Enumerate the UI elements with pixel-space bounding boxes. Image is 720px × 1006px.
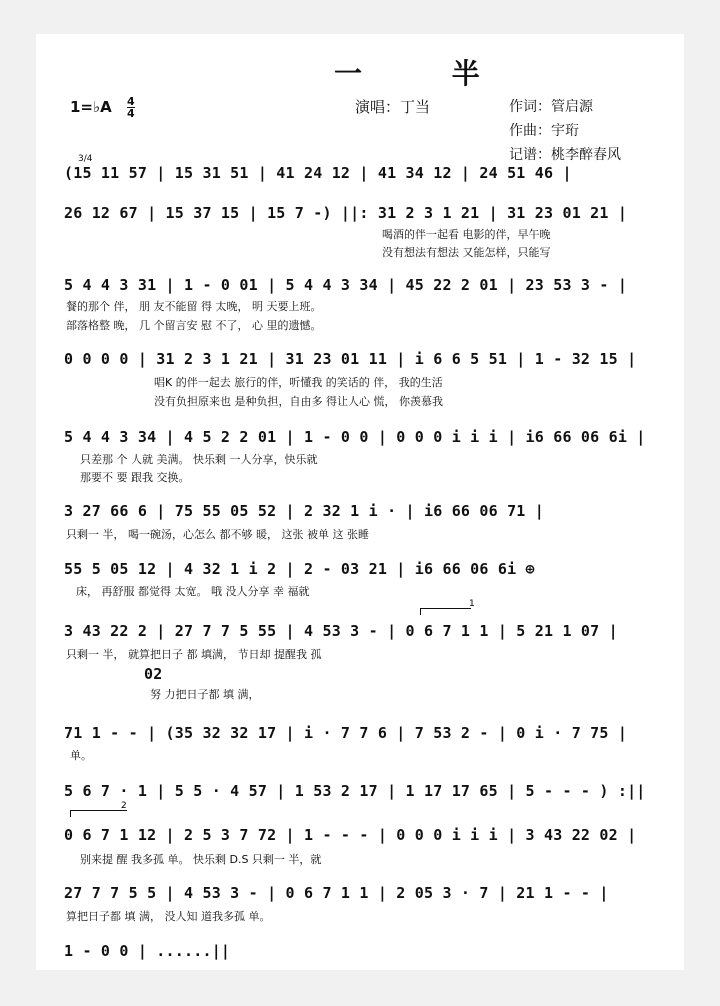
- composer-credit: 作曲：宇珩: [509, 123, 579, 139]
- notation-row-9: 71 1 - - | (35 32 32 17 | i · 7 7 6 | 7 53 2 - | 0 i · 7 75 |: [64, 724, 628, 742]
- singer-credit: 演唱：丁当: [355, 98, 431, 116]
- time-num: 4: [126, 95, 135, 108]
- key-label: 1=♭A: [70, 98, 112, 116]
- lyric-row-5-verse-2: 那要不 要 跟我 交换。: [80, 471, 190, 484]
- song-title: 一 半: [334, 57, 520, 90]
- notation-row-4: 0 0 0 0 | 31 2 3 1 21 | 31 23 01 11 | i 6 6 5 51 | 1 - 32 15 |: [64, 350, 637, 368]
- time-den: 4: [126, 107, 135, 120]
- notation-row-5: 5 4 4 3 34 | 4 5 2 2 01 | 1 - 0 0 | 0 0 0 i i i | i6 66 06 6i |: [64, 428, 646, 446]
- transcriber-credit: 记谱：桃李醉春风: [509, 147, 621, 163]
- lyric-row-2-verse-2: 没有想法有想法 又能怎样，只能写: [382, 246, 551, 259]
- notation-row-11: 0 6 7 1 12 | 2 5 3 7 72 | 1 - - - | 0 0 0 i i i | 3 43 22 02 |: [64, 826, 637, 844]
- time-signature: [127, 96, 135, 119]
- lyric-row-4-verse-2: 没有负担原来也 是种负担，自由多 得让人心 慌， 你羡慕我: [154, 395, 443, 408]
- lyric-row-5-verse-1: 只差那 个 人就 美满。 快乐剩 一人分享，快乐就: [80, 453, 318, 466]
- notation-row-2: 26 12 67 | 15 37 15 | 15 7 -) ||: 31 2 3 1 21 | 31 23 01 21 |: [64, 204, 628, 222]
- lyric-row-2-verse-1: 喝酒的伴一起看 电影的伴，早午晚: [382, 228, 551, 241]
- lyric-row-12: 算把日子都 填 满， 没人知 道我多孤 单。: [66, 910, 271, 923]
- lyric-row-7: 床， 再舒服 都觉得 太宽。 哦 没人分享 幸 福就: [76, 585, 310, 598]
- notation-row-6: 3 27 66 6 | 75 55 05 52 | 2 32 1 i · | i6 66 06 71 |: [64, 502, 544, 520]
- notation-row-8: 3 43 22 2 | 27 7 7 5 55 | 4 53 3 - | 0 6 7 1 1 | 5 21 1 07 |: [64, 622, 618, 640]
- lyric-row-11: 别来提 醒 我多孤 单。 快乐剩 D.S 只剩一 半，就: [80, 853, 322, 866]
- volta-1: 1: [420, 608, 471, 615]
- notation-row-8-alt: 02: [144, 665, 163, 683]
- notation-row-13: 1 - 0 0 | ......||: [64, 942, 231, 960]
- notation-row-1: (15 11 57 | 15 31 51 | 41 24 12 | 41 34 12 | 24 51 46 |: [64, 164, 572, 182]
- volta-2: 2: [70, 810, 127, 817]
- lyric-row-3-verse-2: 部落格整 晚， 几 个留言安 慰 不了， 心 里的遗憾。: [66, 319, 322, 332]
- lyric-row-8: 只剩一 半， 就算把日子 都 填满， 节日却 提醒我 孤: [66, 648, 322, 661]
- key-signature: [70, 96, 135, 119]
- lyric-row-4-verse-1: 唱K 的伴一起去 旅行的伴，听懂我 的笑话的 伴， 我的生活: [154, 376, 443, 389]
- lyric-row-8-alt: 努 力把日子都 填 满，: [150, 688, 260, 701]
- lyricist-credit: 作词：管启源: [509, 99, 593, 115]
- lyric-row-9: 单。: [70, 749, 92, 762]
- lyric-row-3-verse-1: 餐的那个 伴， 朋 友不能留 得 太晚， 明 天要上班。: [66, 300, 322, 313]
- notation-row-10: 5 6 7 · 1 | 5 5 · 4 57 | 1 53 2 17 | 1 17 17 65 | 5 - - - ) :||: [64, 782, 646, 800]
- notation-row-3: 5 4 4 3 31 | 1 - 0 01 | 5 4 4 3 34 | 45 22 2 01 | 23 53 3 - |: [64, 276, 628, 294]
- beat-change: 3/4: [78, 154, 93, 164]
- notation-row-7: 55 5 05 12 | 4 32 1 i 2 | 2 - 03 21 | i6 66 06 6i ⊕: [64, 560, 535, 578]
- notation-row-12: 27 7 7 5 5 | 4 53 3 - | 0 6 7 1 1 | 2 05 3 · 7 | 21 1 - - |: [64, 884, 609, 902]
- lyric-row-6: 只剩一 半， 喝一碗汤，心怎么 都不够 暖， 这张 被单 这 张睡: [66, 528, 369, 541]
